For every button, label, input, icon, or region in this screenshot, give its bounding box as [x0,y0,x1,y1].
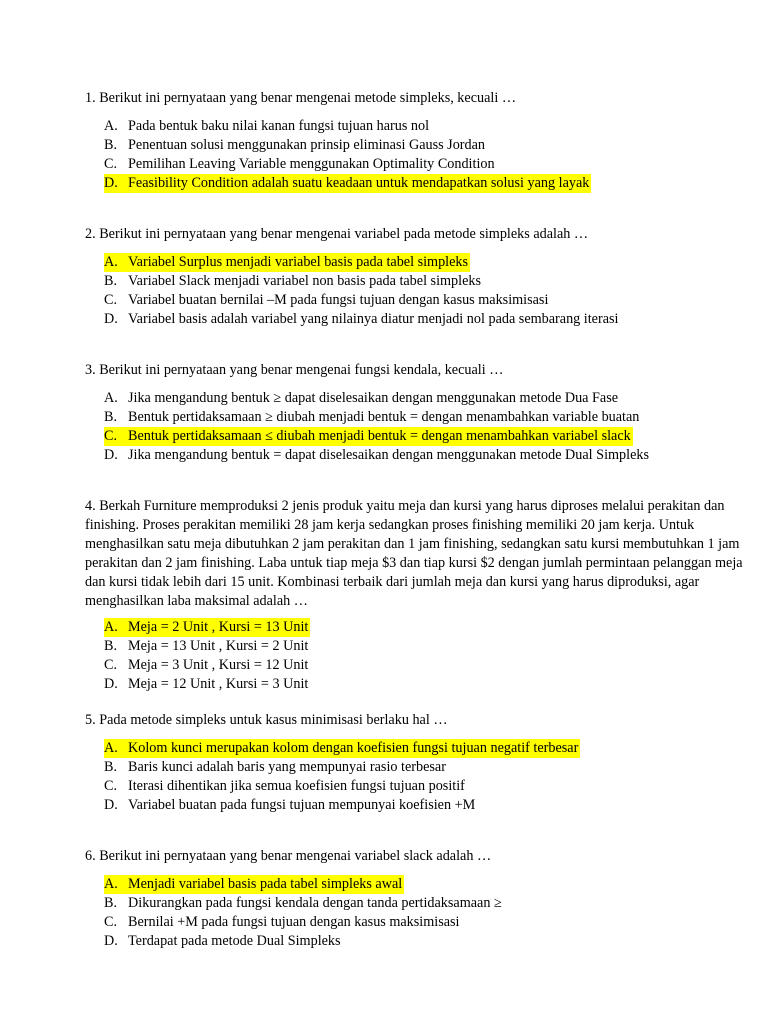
option-text: Meja = 13 Unit , Kursi = 2 Unit [128,638,309,654]
option-text: Penentuan solusi menggunakan prinsip eliminasi Gauss Jordan [128,137,486,153]
option-d [85,310,765,329]
answer-highlight [104,618,310,637]
option-letter: B. [104,273,118,289]
question-stem: 1. Berikut ini pernyataan yang benar mengenai metode simpleks, kecuali … [85,90,517,106]
answer-highlight [104,174,591,193]
option-letter: D. [104,933,118,949]
option-letter: A. [104,876,118,892]
question-2 [85,225,765,329]
option-letter: D. [104,676,118,692]
question-stem: 6. Berikut ini pernyataan yang benar mengenai variabel slack adalah … [85,848,492,864]
option-text: Feasibility Condition adalah suatu keadaan untuk mendapatkan solusi yang layak [128,175,590,191]
option-text: Variabel Slack menjadi variabel non basis pada tabel simpleks [128,273,482,289]
option-list [85,875,765,951]
option-b [85,758,765,777]
option-b [85,272,765,291]
option-text: Meja = 12 Unit , Kursi = 3 Unit [128,676,309,692]
option-list [85,739,765,815]
option-a [85,739,765,758]
option-letter: B. [104,409,118,425]
option-letter: D. [104,311,118,327]
option-a [85,389,765,408]
option-letter: B. [104,895,118,911]
option-list [85,389,765,465]
option-b [85,136,765,155]
option-text: Baris kunci adalah baris yang mempunyai rasio terbesar [128,759,446,775]
option-d [85,675,765,694]
answer-highlight [104,253,470,272]
option-text: Bernilai +M pada fungsi tujuan dengan kasus maksimisasi [128,914,460,930]
option-text: Kolom kunci merupakan kolom dengan koefisien fungsi tujuan negatif terbesar [128,740,579,756]
option-letter: B. [104,137,118,153]
option-text: Variabel Surplus menjadi variabel basis pada tabel simpleks [128,254,469,270]
option-letter: B. [104,759,118,775]
option-letter: C. [104,914,118,930]
option-b [85,637,765,656]
option-b [85,894,765,913]
option-letter: C. [104,156,118,172]
option-text: Pemilihan Leaving Variable menggunakan Optimality Condition [128,156,495,172]
option-text: Terdapat pada metode Dual Simpleks [128,933,341,949]
option-letter: A. [104,390,118,406]
question-stem: 5. Pada metode simpleks untuk kasus minimisasi berlaku hal … [85,712,448,728]
option-c [85,656,765,675]
option-b [85,408,765,427]
option-text: Bentuk pertidaksamaan ≤ diubah menjadi bentuk = dengan menambahkan variabel slack [128,428,631,444]
option-d [85,796,765,815]
option-text: Variabel buatan bernilai –M pada fungsi tujuan dengan kasus maksimisasi [128,292,549,308]
option-text: Pada bentuk baku nilai kanan fungsi tujuan harus nol [128,118,430,134]
option-letter: A. [104,619,118,635]
option-letter: C. [104,428,118,444]
option-text: Variabel buatan pada fungsi tujuan mempunyai koefisien +M [128,797,476,813]
option-text: Meja = 2 Unit , Kursi = 13 Unit [128,619,309,635]
option-a [85,875,765,894]
option-text: Jika mengandung bentuk ≥ dapat diselesaikan dengan menggunakan metode Dua Fase [128,390,619,406]
question-stem: 2. Berikut ini pernyataan yang benar mengenai variabel pada metode simpleks adalah … [85,226,589,242]
question-4 [85,497,765,694]
answer-highlight [104,875,404,894]
answer-highlight [104,427,633,446]
option-letter: D. [104,797,118,813]
option-d [85,932,765,951]
option-text: Dikurangkan pada fungsi kendala dengan tanda pertidaksamaan ≥ [128,895,502,911]
option-text: Variabel basis adalah variabel yang nilainya diatur menjadi nol pada sembarang iterasi [128,311,619,327]
option-text: Menjadi variabel basis pada tabel simpleks awal [128,876,403,892]
option-letter: A. [104,118,118,134]
option-a [85,253,765,272]
question-3 [85,361,765,465]
option-text: Meja = 3 Unit , Kursi = 12 Unit [128,657,309,673]
option-c [85,777,765,796]
option-list [85,253,765,329]
option-d [85,174,765,193]
option-a [85,618,765,637]
option-text: Jika mengandung bentuk = dapat diselesaikan dengan menggunakan metode Dual Simpleks [128,447,649,463]
option-c [85,913,765,932]
option-letter: B. [104,638,118,654]
option-text: Bentuk pertidaksamaan ≥ diubah menjadi bentuk = dengan menambahkan variable buatan [128,409,640,425]
question-6 [85,847,765,951]
option-letter: C. [104,778,118,794]
option-letter: C. [104,657,118,673]
option-a [85,117,765,136]
option-letter: D. [104,175,118,191]
option-c [85,427,765,446]
answer-highlight [104,739,580,758]
question-stem: 3. Berikut ini pernyataan yang benar mengenai fungsi kendala, kecuali … [85,362,504,378]
question-5 [85,711,765,815]
option-letter: D. [104,447,118,463]
option-list [85,117,765,193]
option-list [85,618,765,694]
option-d [85,446,765,465]
option-letter: A. [104,740,118,756]
option-letter: A. [104,254,118,270]
option-text: Iterasi dihentikan jika semua koefisien fungsi tujuan positif [128,778,465,794]
question-1 [85,89,765,193]
option-letter: C. [104,292,118,308]
option-c [85,155,765,174]
option-c [85,291,765,310]
question-stem: 4. Berkah Furniture memproduksi 2 jenis produk yaitu meja dan kursi yang harus diproses melalui perakitan dan finishing. Proses perakitan memiliki 28 jam kerja sedangkan proses finishing memiliki 20 jam kerja. Untuk menghasilkan satu meja dibutuhkan 2 jam perakitan dan 1 jam finishing, sedangkan satu kursi membutuhkan 1 jam perakitan dan 2 jam finishing. Laba untuk tiap meja $3 dan tiap kursi $2 dengan jumlah permintaan pelanggan meja dan kursi tidak lebih dari 15 unit. Kombinasi terbaik dari jumlah meja dan kursi yang harus diproduksi, agar menghasilkan laba maksimal adalah … [85,498,743,609]
